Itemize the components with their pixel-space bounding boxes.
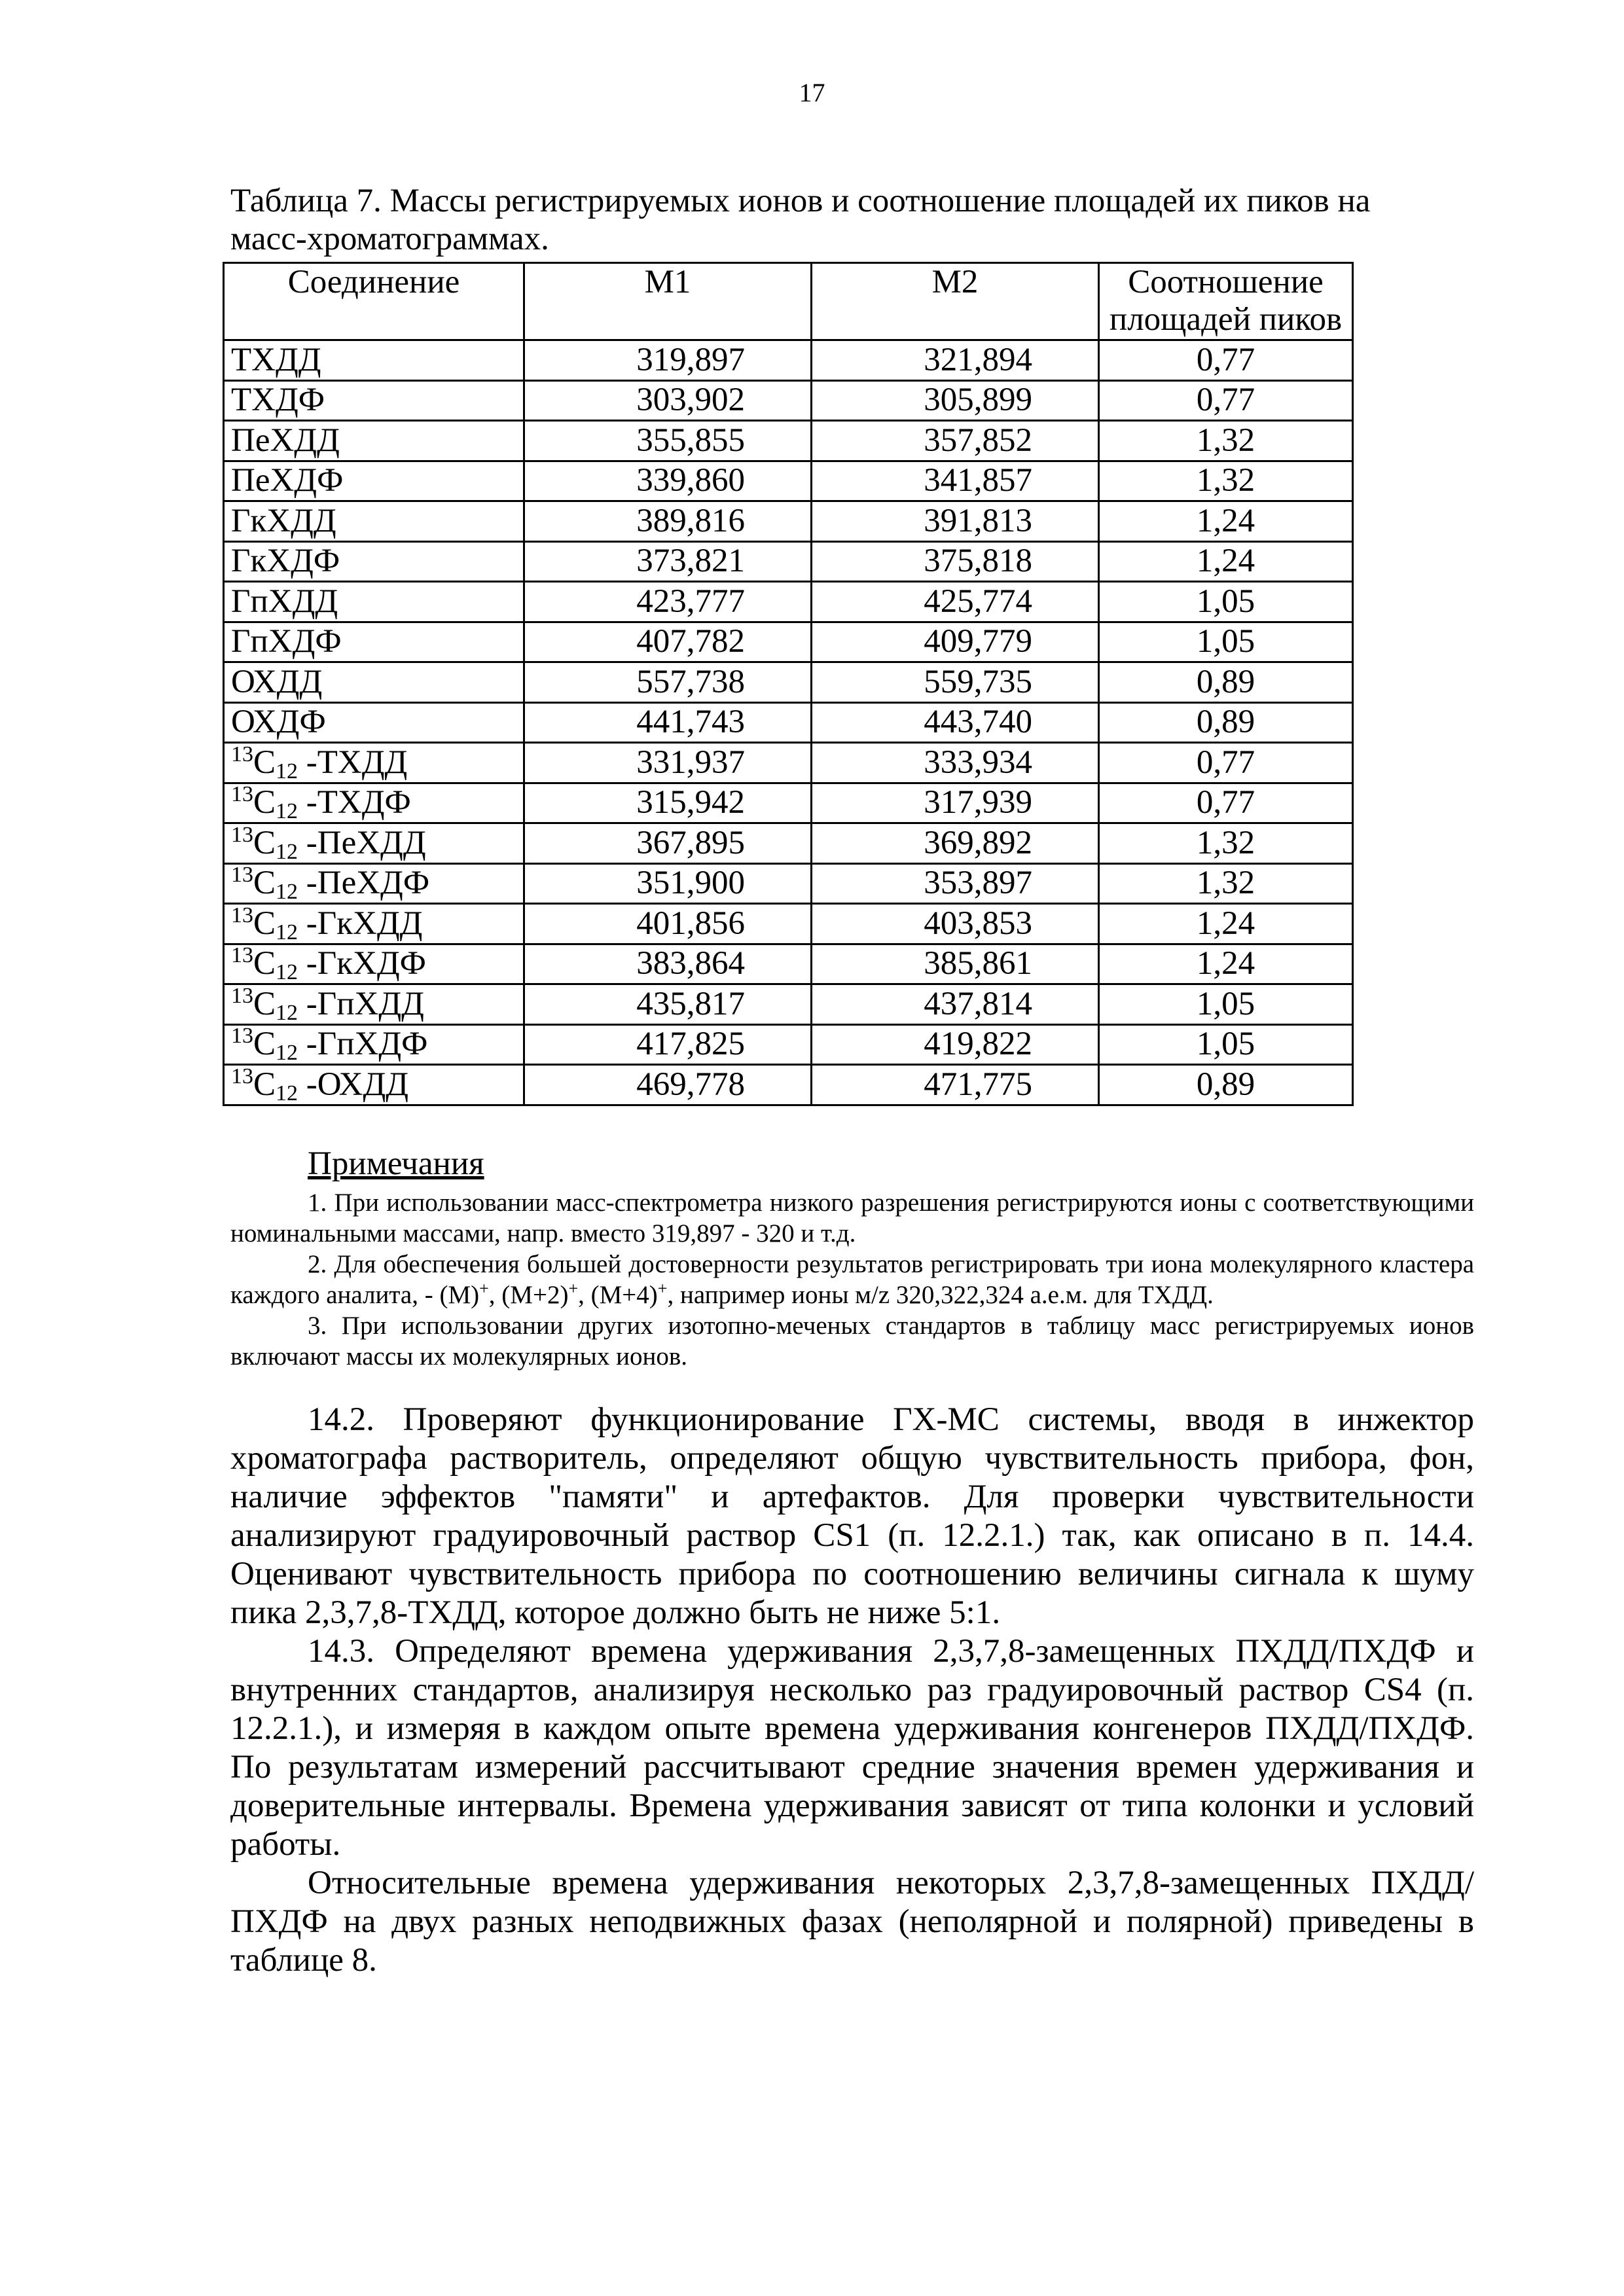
m2-cell: 419,822 bbox=[812, 1024, 1099, 1065]
compound-cell bbox=[224, 501, 524, 542]
table-row bbox=[224, 944, 1353, 984]
compound-name: ГкХДФ bbox=[231, 543, 340, 580]
m2-cell: 391,813 bbox=[812, 501, 1099, 542]
compound-cell bbox=[224, 863, 524, 904]
ratio-cell: 1,24 bbox=[1099, 541, 1353, 582]
compound-cell bbox=[224, 944, 524, 984]
compound-cell bbox=[224, 984, 524, 1025]
compound-name: -ОХДД bbox=[298, 1066, 409, 1103]
m1-cell: 303,902 bbox=[524, 380, 812, 421]
m1-cell: 367,895 bbox=[524, 823, 812, 864]
table-row bbox=[224, 783, 1353, 823]
compound-name: ПеХДД bbox=[231, 422, 340, 459]
m2-cell: 403,853 bbox=[812, 904, 1099, 944]
compound-cell bbox=[224, 340, 524, 381]
table-caption: Таблица 7. Массы регистрируемых ионов и соотношение площадей их пиков на масс-хроматограммах. bbox=[230, 183, 1371, 257]
compound-cell bbox=[224, 421, 524, 461]
table-row bbox=[224, 582, 1353, 622]
table-row bbox=[224, 743, 1353, 783]
isotope-mass-number: 13 bbox=[231, 863, 253, 888]
compound-name: -ТХДД bbox=[298, 744, 408, 781]
compound-name: -ПеХДФ bbox=[298, 865, 430, 902]
ratio-cell: 1,32 bbox=[1099, 823, 1353, 864]
m1-cell: 417,825 bbox=[524, 1024, 812, 1065]
compound-cell bbox=[224, 823, 524, 864]
isotope-mass-number: 13 bbox=[231, 983, 253, 1008]
page-number: 17 bbox=[799, 78, 825, 107]
note-2-part-4: , например ионы м/z 320,322,324 а.е.м. для ТХДД. bbox=[667, 1281, 1214, 1309]
table-header bbox=[224, 263, 1353, 340]
m2-cell: 353,897 bbox=[812, 863, 1099, 904]
compound-name: -ГкХДФ bbox=[298, 945, 426, 982]
compound-cell bbox=[224, 461, 524, 501]
note-2-part-1: 2. Для обеспечения большей достоверности результатов регистрировать три иона молекулярного кластера каждого аналита, - (M) bbox=[230, 1250, 1474, 1309]
carbon-symbol: C bbox=[253, 905, 276, 942]
m1-cell: 441,743 bbox=[524, 702, 812, 743]
compound-cell bbox=[224, 380, 524, 421]
ratio-cell: 1,24 bbox=[1099, 904, 1353, 944]
compound-name: -ТХДФ bbox=[298, 784, 411, 821]
carbon-symbol: C bbox=[253, 865, 276, 902]
header-compound: Соединение bbox=[224, 263, 524, 340]
table-row bbox=[224, 461, 1353, 501]
m2-cell: 333,934 bbox=[812, 743, 1099, 783]
ratio-cell: 0,77 bbox=[1099, 743, 1353, 783]
m2-cell: 385,861 bbox=[812, 944, 1099, 984]
compound-name: ГпХДФ bbox=[231, 623, 342, 660]
isotope-mass-number: 13 bbox=[231, 943, 253, 968]
note-2-part-3: , (M+4) bbox=[578, 1281, 658, 1309]
m1-cell: 383,864 bbox=[524, 944, 812, 984]
carbon-symbol: C bbox=[253, 1066, 276, 1103]
m1-cell: 331,937 bbox=[524, 743, 812, 783]
compound-name: ОХДФ bbox=[231, 704, 326, 741]
carbon-symbol: C bbox=[253, 824, 276, 861]
ratio-cell: 0,77 bbox=[1099, 340, 1353, 381]
notes-title: Примечания bbox=[308, 1145, 484, 1182]
compound-cell bbox=[224, 904, 524, 944]
isotope-mass-number: 13 bbox=[231, 742, 253, 766]
compound-cell bbox=[224, 702, 524, 743]
charge-sup: + bbox=[479, 1279, 489, 1298]
carbon-count: 12 bbox=[276, 880, 298, 905]
header-m2: М2 bbox=[812, 263, 1099, 340]
carbon-symbol: C bbox=[253, 945, 276, 982]
table-row bbox=[224, 340, 1353, 381]
table-row bbox=[224, 541, 1353, 582]
m2-cell: 471,775 bbox=[812, 1065, 1099, 1105]
compound-cell bbox=[224, 541, 524, 582]
compound-cell bbox=[224, 783, 524, 823]
carbon-symbol: C bbox=[253, 784, 276, 821]
m1-cell: 351,900 bbox=[524, 863, 812, 904]
ratio-cell: 1,24 bbox=[1099, 944, 1353, 984]
paragraph-14-2: 14.2. Проверяют функционирование ГХ-МС системы, вводя в инжектор хроматографа растворитель, определяют общую чувствительность прибора, фон, наличие эффектов "памяти" и артефактов. Для проверки чувствительности анализируют градуировочный раствор CS1 (п. 12.2.1.) так, как описано в п. 14.4. Оценивают чувствительность прибора по соотношению величины сигнала к шуму пика 2,3,7,8-ТХДД, которое должно быть не ниже 5:1. bbox=[230, 1401, 1474, 1631]
m2-cell: 425,774 bbox=[812, 582, 1099, 622]
carbon-symbol: C bbox=[253, 1026, 276, 1063]
m2-cell: 321,894 bbox=[812, 340, 1099, 381]
m1-cell: 339,860 bbox=[524, 461, 812, 501]
carbon-count: 12 bbox=[276, 1000, 298, 1025]
m1-cell: 401,856 bbox=[524, 904, 812, 944]
m1-cell: 435,817 bbox=[524, 984, 812, 1025]
compound-name: -ГпХДФ bbox=[298, 1026, 428, 1063]
m2-cell: 409,779 bbox=[812, 622, 1099, 662]
carbon-count: 12 bbox=[276, 1041, 298, 1066]
header-ratio: Соотношение площадей пиков bbox=[1099, 263, 1353, 340]
table-row bbox=[224, 421, 1353, 461]
table-row bbox=[224, 622, 1353, 662]
notes-section bbox=[230, 1144, 1474, 1372]
m2-cell: 375,818 bbox=[812, 541, 1099, 582]
compound-name: ТХДД bbox=[231, 341, 321, 378]
paragraph-14-3: 14.3. Определяют времена удерживания 2,3,7,8-замещенных ПХДД/ПХДФ и внутренних стандартов, анализируя несколько раз градуировочный раствор CS4 (п. 12.2.1.), и измеряя в каждом опыте времена удерживания конгенеров ПХДД/ПХДФ. По результатам измерений рассчитывают средние значения времен удерживания и доверительные интервалы. Времена удерживания зависят от типа колонки и условий работы. bbox=[230, 1633, 1474, 1863]
isotope-mass-number: 13 bbox=[231, 782, 253, 807]
compound-cell bbox=[224, 622, 524, 662]
ratio-cell: 1,05 bbox=[1099, 984, 1353, 1025]
compound-cell bbox=[224, 582, 524, 622]
isotope-mass-number: 13 bbox=[231, 1024, 253, 1049]
m1-cell: 373,821 bbox=[524, 541, 812, 582]
compound-name: -ГкХДД bbox=[298, 905, 423, 942]
compound-name: ГкХДД bbox=[231, 502, 336, 539]
m2-cell: 437,814 bbox=[812, 984, 1099, 1025]
carbon-count: 12 bbox=[276, 759, 298, 783]
ratio-cell: 1,05 bbox=[1099, 582, 1353, 622]
header-row bbox=[224, 263, 1353, 340]
ratio-cell: 1,32 bbox=[1099, 421, 1353, 461]
m2-cell: 357,852 bbox=[812, 421, 1099, 461]
carbon-count: 12 bbox=[276, 1081, 298, 1105]
carbon-symbol: C bbox=[253, 744, 276, 781]
ratio-cell: 0,89 bbox=[1099, 702, 1353, 743]
ratio-cell: 1,24 bbox=[1099, 501, 1353, 542]
ratio-cell: 1,05 bbox=[1099, 1024, 1353, 1065]
carbon-count: 12 bbox=[276, 839, 298, 864]
m2-cell: 443,740 bbox=[812, 702, 1099, 743]
table-row bbox=[224, 662, 1353, 703]
ratio-cell: 1,32 bbox=[1099, 461, 1353, 501]
m1-cell: 557,738 bbox=[524, 662, 812, 703]
table-row bbox=[224, 1024, 1353, 1065]
m1-cell: 315,942 bbox=[524, 783, 812, 823]
table-row bbox=[224, 863, 1353, 904]
ratio-cell: 0,89 bbox=[1099, 1065, 1353, 1105]
compound-name: ПеХДФ bbox=[231, 462, 344, 499]
m1-cell: 355,855 bbox=[524, 421, 812, 461]
compound-name: ТХДФ bbox=[231, 382, 325, 419]
isotope-mass-number: 13 bbox=[231, 903, 253, 927]
table-body bbox=[224, 340, 1353, 1105]
ratio-cell: 0,89 bbox=[1099, 662, 1353, 703]
ion-mass-table bbox=[223, 262, 1354, 1106]
table-row bbox=[224, 823, 1353, 864]
m1-cell: 469,778 bbox=[524, 1065, 812, 1105]
ratio-cell: 0,77 bbox=[1099, 783, 1353, 823]
table-row bbox=[224, 380, 1353, 421]
table-row bbox=[224, 984, 1353, 1025]
m2-cell: 317,939 bbox=[812, 783, 1099, 823]
m1-cell: 319,897 bbox=[524, 340, 812, 381]
m2-cell: 369,892 bbox=[812, 823, 1099, 864]
m2-cell: 305,899 bbox=[812, 380, 1099, 421]
charge-sup: + bbox=[568, 1279, 579, 1298]
m1-cell: 389,816 bbox=[524, 501, 812, 542]
ratio-cell: 0,77 bbox=[1099, 380, 1353, 421]
charge-sup: + bbox=[657, 1279, 668, 1298]
m2-cell: 341,857 bbox=[812, 461, 1099, 501]
m1-cell: 407,782 bbox=[524, 622, 812, 662]
note-2-part-2: , (M+2) bbox=[488, 1281, 569, 1309]
paragraph-relative-times: Относительные времена удерживания некоторых 2,3,7,8-замещенных ПХДД/ПХДФ на двух разных неподвижных фазах (неполярной и полярной) приведены в таблице 8. bbox=[230, 1865, 1474, 1979]
m2-cell: 559,735 bbox=[812, 662, 1099, 703]
header-m1: М1 bbox=[524, 263, 812, 340]
carbon-count: 12 bbox=[276, 960, 298, 985]
compound-cell bbox=[224, 743, 524, 783]
compound-name: -ГпХДД bbox=[298, 985, 424, 1022]
table-row bbox=[224, 904, 1353, 944]
compound-name: ГпХДД bbox=[231, 583, 338, 620]
table-row bbox=[224, 1065, 1353, 1105]
note-1: 1. При использовании масс-спектрометра низкого разрешения регистрируются ионы с соответствующими номинальными массами, напр. вместо 319,897 - 320 и т.д. bbox=[230, 1189, 1474, 1247]
table-row bbox=[224, 702, 1353, 743]
carbon-count: 12 bbox=[276, 920, 298, 944]
ratio-cell: 1,05 bbox=[1099, 622, 1353, 662]
isotope-mass-number: 13 bbox=[231, 1064, 253, 1088]
compound-cell bbox=[224, 1065, 524, 1105]
m1-cell: 423,777 bbox=[524, 582, 812, 622]
note-3: 3. При использовании других изотопно-меченых стандартов в таблицу масс регистрируемых ионов включают массы их молекулярных ионов. bbox=[230, 1312, 1474, 1371]
note-2 bbox=[230, 1249, 1474, 1310]
carbon-symbol: C bbox=[253, 985, 276, 1022]
table-row bbox=[224, 501, 1353, 542]
compound-name: ОХДД bbox=[231, 663, 323, 700]
ratio-cell: 1,32 bbox=[1099, 863, 1353, 904]
compound-name: -ПеХДД bbox=[298, 824, 426, 861]
carbon-count: 12 bbox=[276, 799, 298, 824]
isotope-mass-number: 13 bbox=[231, 822, 253, 847]
compound-cell bbox=[224, 662, 524, 703]
body-text bbox=[230, 1401, 1474, 1980]
compound-cell bbox=[224, 1024, 524, 1065]
